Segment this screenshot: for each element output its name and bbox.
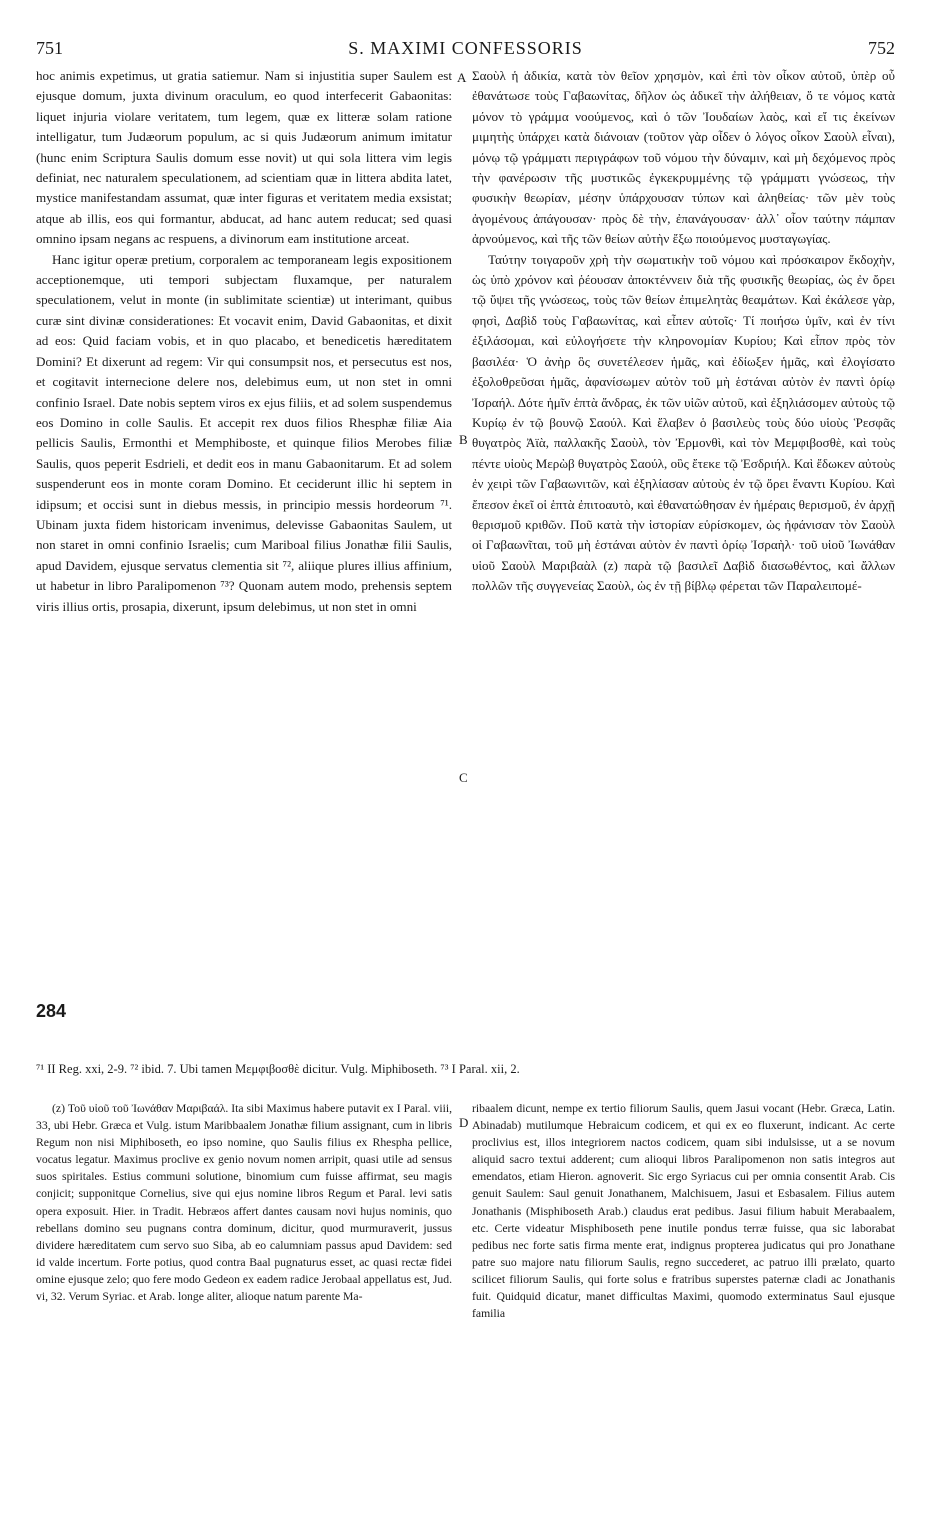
greek-paragraph-1: Σαοὺλ ἡ ἀδικία, κατὰ τὸν θεῖον χρησμὸν, καὶ ἐπὶ τὸν οἶκον αὐτοῦ, ὑπὲρ οὗ ἐθανάτωσε τοὺς Γαβαωνίτας, δῆλον ὡς ἀδικεῖ τὴν ἀλήθειαν, ὅ τε νόμος κατὰ μόνον τὸ γράμμα νοούμενος, καὶ ὁ τῶν Ἰουδαίων λαὸς, καὶ εἴ τις ἐκείνων μιμητὴς ὑπάρχει κατὰ διάνοιαν (τοῦτον γὰρ οἶδεν ὁ λόγος οἶκον Σαοὺλ εἶναι), μόνῳ τῷ γράμματι περιγράφων τοῦ νόμου τὴν δύναμιν, καὶ μὴ δεχόμενος πρὸς τὴν φανέρωσιν τῆς μυστικῶς ἐγκεκρυμμένης τῷ γράμματι γνώσεως, τὴν φυσικὴν θεωρίαν, μέσην ὑπάρχουσαν τύπων καὶ ἀληθείας· τῶν μὲν τοὺς ἀγομένους ἀπάγουσαν· πρὸς δὲ τὴν, ἐπανάγουσαν· ἀλλ᾽ οἷον ταύτην πάμπαν ἀρνούμενος, καὶ τῆς τῶν θείων αὐτὴν ἔξω ποιούμενος μυσταγωγίας. (472, 68, 895, 247)
section-marker-c: C (459, 770, 468, 785)
greek-paragraph-2: Ταύτην τοιγαροῦν χρὴ τὴν σωματικὴν τοῦ νόμου καὶ πρόσκαιρον ἔκδοχὴν, ὡς ὑπὸ χρόνον καὶ ῥέουσαν ἀποκτέννειν διὰ τῆς φυσικῆς θεωρίας, ὡς ἐν ὄρει τῷ ὕψει τῆς γνώσεως, τοὺς τῶν θείων ἐπιμελητὰς θεαμάτων. Καὶ ἐκάλεσε γὰρ, φησὶ, Δαβὶδ τοὺς Γαβαωνίτας, καὶ εἶπεν αὐτοῖς· Τί ποιήσω ὑμῖν, καὶ ἐν τίνι ἐξιλάσομαι, καὶ εὐλογήσετε τὴν κληρονομίαν Κυρίου; Καὶ εἶπον πρὸς τὸν βασιλέα· Ὁ ἀνὴρ ὃς συνετέλεσεν ἡμᾶς, καὶ ἐδίωξεν ἡμᾶς, καὶ ἐλογίσατο ἐξολοθρεῦσαι ἡμᾶς, ἀφανίσωμεν αὐτὸν τοῦ μὴ ἑστάναι αὐτὸν ἐν παντὶ ὁρίῳ Ἰσραήλ. Δότε ἡμῖν ἑπτὰ ἄνδρας, ἐκ τῶν υἱῶν αὐτοῦ, καὶ ἐξηλιάσομεν αὐτοὺς τῷ Κυρίῳ ἐν τῷ βουνῷ Σαούλ. Καὶ ἔλαβεν ὁ βασιλεὺς τοὺς δύο υἱοὺς Ῥεσφᾶς θυγατρὸς Ἀϊὰ, παλλακῆς Σαοὺλ, τὸν Ἐρμονθὶ, καὶ τὸν Μεμφιβοσθὲ, καὶ τοὺς πέντε υἱοὺς Μερὼβ θυγατρὸς Σαούλ, οὓς ἔτεκε τῷ Ἐσδριήλ. Καὶ ἔδωκεν αὐτοὺς ἐν χειρὶ τῶν Γαβαωνιτῶν, καὶ ἐξηλίασαν αὐτοὺς ἐν τῷ ὄρει ἔναντι Κυρίου. Καὶ ἔπεσον ἐκεῖ οἱ ἑπτὰ ἐπιτοαυτὸ, καὶ ἐθανατώθησαν ἐν ἡμέραις θερισμοῦ, ἐν ἀρχῇ θερισμοῦ κριθῶν. Ποῦ κατὰ τὴν ἱστορίαν εὑρίσκομεν, ὡς ἠφάνισαν τὸν Σαοὺλ οἱ Γαβαωνῖται, τοῦ μὴ ἑστάναι αὐτὸν ἐν παντὶ ὁρίῳ Ἰσραὴλ· τοῦ υἱοῦ Ἰωνάθαν υἱοῦ Σαοὺλ Μαριβαὰλ (z) παρὰ τῷ βασιλεῖ Δαβὶδ διασωθέντος, καὶ ἄλλων πολλῶν τῆς συγγενείας Σαοὺλ, ὡς ἐν τῇ βίβλῳ φέρεται τῶν Παραλειπομέ- (472, 251, 895, 594)
latin-column (36, 66, 452, 617)
editor-note-right-text: ribaalem dicunt, nempe ex tertio filiorum Saulis, quem Jasui vocant (Hebr. Græca, Latin. Abinadab) mutilumque Hebraicum codicem, et qui ex eo fluxerunt, indicant. Ac certe proclivius est, illos integriorem nactos codicem, quam sibi indulsisse, ut a se novum aliquid sacro textui adderent; cum alioqui libros Paralipomenon non satis integros aut emendatos, etiam Hieron. agnoverit. Sic ergo Syriacus cui per omnia consentit Arab. Cis genuit Saulem: Saul genuit Jonathanem, Malchisuem, Jasui et Esbasalem. Filius autem Jonathanis (Misphiboseth Arab.) claudus erat pedibus. Jasui filium habuit Merabaalem, etc. Certe videatur Misphiboseth pene inutile pondus terræ fuisse, qua sic laborabat pedibus nec forte satis firma mente erat, indignus propterea judicatus qui pro Jonathane patre suo majore natu filiorum Saulis, regno succederet, ac patruo illi prælato, quarto scilicet filiorum Saulis, qui forte solus e fratribus superstes paternæ cladi ac Jonathanis fuit. Quidquid dicatur, manet difficultas Maximi, quomodo exterminatus Saul ejusque familia (472, 1102, 895, 1321)
section-marker-d: D (459, 1115, 469, 1130)
page-number-right: 752 (868, 38, 895, 58)
page-header (36, 38, 895, 62)
section-marker-b: B (459, 432, 468, 447)
editor-note-left-text: (z) Τοῦ υἱοῦ τοῦ Ἰωνάθαν Μαριβαάλ. Ita sibi Maximus habere putavit ex I Paral. viii, 33, ubi Hebr. Græca et Vulg. istum Maribbaalem Jonathæ filium assignant, cum in libris Regum non nisi Miphiboseth, eo ipso nomine, quo Saulis filius ex Rhespha pellice, vocatus legatur. Maximus proclive ex genio novum nomen arripit, quasi utile ad sensus suos spiritales. Estius communi solutione, binomium cum fuisse affirmat, seu magis conjicit; supponitque Cornelius, sive qui ejus nomine libros Regum et Paral. levi satis opera exposuit. Hier. in Tradit. Hebræos affert dantes causam novi hujus nominis, quo rebellans domino seu pugnans contra dominum, dicitur, quod murmuraverit, jussus dividere hæreditatem cum servo suo Siba, ab eo calumniam passus apud Davidem: sed id valde incertum. Forte potius, quod contra Baal pugnaturus esset, ac quasi rectæ fidei omine ejusque zelo; quo fere modo Gedeon ex eadem radice Jerobaal appellatus est, Jud. vi, 32. Verum Syriac. et Arab. longe aliter, alioque natum parente Ma- (36, 1102, 452, 1304)
greek-column (472, 66, 895, 597)
editor-note-right (472, 1100, 895, 1322)
footnotes: ⁷¹ II Reg. xxi, 2-9. ⁷² ibid. 7. Ubi tamen Μεμφιβοσθὲ dicitur. Vulg. Miphiboseth. ⁷³ I Paral. xii, 2. (36, 1062, 520, 1076)
margin-page-number: 284 (36, 1001, 67, 1021)
running-title: S. MAXIMI CONFESSORIS (348, 38, 583, 58)
latin-paragraph-2: Hanc igitur operæ pretium, corporalem ac temporaneam legis expositionem acceptionemque, uti tempori subjectam fluxamque, per naturalem speculationem, velut in monte (in sublimitate scientiæ) ut interimant, quibus curæ sint divinæ considerationes: Et vocavit enim, David Gabaonitas, et dixit ad eos: Quid faciam vobis, et in quo placabo, et benedicetis hæreditatem Domini? Et dixerunt ad regem: Vir qui consumpsit nos, et persecutus est nos, et cogitavit internecione delere nos, delebimus eum, ut non stet in omni confinio Israel. Date nobis septem viros ex ejus filiis, et ad solem suspendemus eos Domino in colle Saulis. Et accepit rex duos filios Rhesphæ filiæ Aia pellicis Saulis, Ermonthi et Memphiboste, et quinque filios Merobes filiæ Saulis, quos peperit Esdrieli, et dedit eos in manu Gabaonitarum. Et ad solem suspenderunt eos in monte coram Domino. Et ceciderunt illic hi septem in idipsum; et occisi sunt in diebus messis, in principio messis hordeorum ⁷¹. Ubinam juxta fidem historicam invenimus, delevisse Gabaonitas Saulem, ut non staret in omni confinio Israelis; cum Mariboal filius Jonathæ filii Saulis, apud Davidem, ejusque servatus clementia sit ⁷², aliique plures illius affinium, ut habetur in libro Paralipomenon ⁷³? Quonam autem modo, prehensis septem viris illius ortis, prosapia, dixerunt, ipsum delebimus, ut non stet in omni (36, 251, 452, 614)
latin-paragraph-1: hoc animis expetimus, ut gratia satiemur. Nam si injustitia super Saulem est ejusque domum, juxta divinum oraculum, eo quod interfecerit Gabaonitas: liquet injuria violare veritatem, tum legem, quæ ex litteræ solam ratione intelligatur, tum Judæorum populum, ac si quis Judæorum animum imitatur (hunc enim Scriptura Saulis domum esse novit) ut qui sola littera vim legis definiat, nec naturalem speculationem, ad scientiam quæ in littera abdita latet, mystice manifestandam assumat, quæ inter figuras et veritatem media exsistat; atque ab illis, eos qui formantur, abducat, ad hanc autem reducat; sed quasi omnino ipsam negans ac respuens, a divinorum eam institutione arceat. (36, 68, 452, 247)
section-marker-a: A (457, 70, 467, 85)
editor-note-left (36, 1100, 452, 1305)
page-number-left: 751 (36, 38, 63, 58)
